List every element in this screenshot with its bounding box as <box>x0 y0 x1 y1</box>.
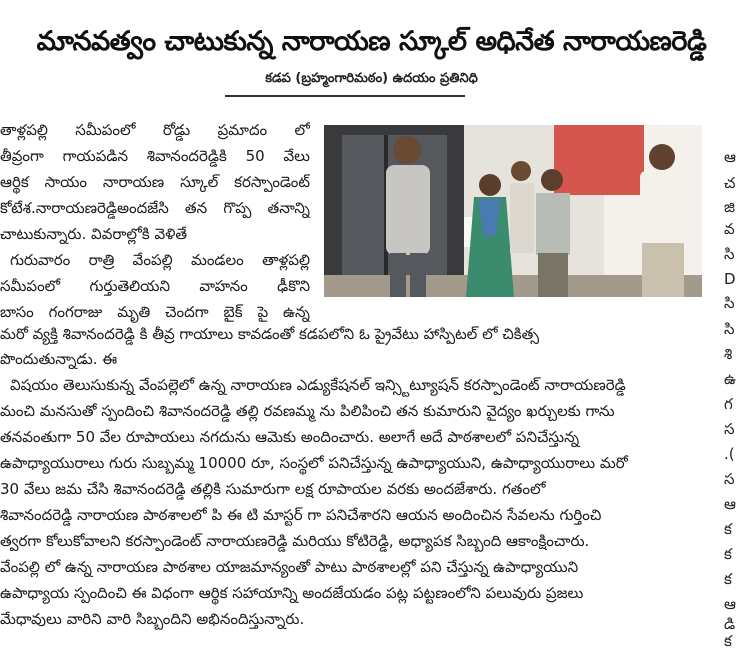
article-line: 30 వేలు జమ చేసి శివానందరెడ్డి తల్లికి సుమారుగా లక్ష రూపాయల వరకు అందజేశారు. గతంలో <box>0 480 546 498</box>
article-line: విషయం తెలుసుకున్న వేంపల్లెలో ఉన్న నారాయణ ఎడ్యుకేషనల్ ఇన్స్టిట్యూషన్ కరస్పాండెంట్ నారాయణరెడ్డి <box>10 376 626 394</box>
adjacent-column-fragment: చ <box>724 174 736 192</box>
article-line: శివానందరెడ్డి నారాయణ పాఠశాలలో పి ఈ టి మాస్టర్ గా పనిచేశారని ఆయన అందించిన సేవలను గుర్తించి <box>0 506 602 524</box>
news-photo <box>324 125 702 297</box>
adjacent-column-fragment: ఆ <box>724 495 736 513</box>
adjacent-column-fragment: ఉ <box>724 370 736 388</box>
dateline: కడప (బ్రహ్మంగారిమఠం) ఉదయం ప్రతినిధి <box>265 71 478 86</box>
article-line: బాసం గంగరాజు మృతి చెందగా బైక్ పై ఉన్న <box>0 303 310 321</box>
adjacent-column-fragment: క <box>724 632 732 650</box>
article-line: మంచి మనసుతో స్పందించి శివానందరెడ్డి తల్లి రవణమ్మ ను పిలిపించి తన కుమారుని వైద్యం ఖర్చులకు గాను <box>0 402 615 420</box>
article-line: ఉపాధ్యాయ స్పందించి ఈ విధంగా ఆర్థిక సహాయాన్ని అందజేయడం పట్ల పట్టణంలోని పలువురు ప్రజలు <box>0 584 584 602</box>
adjacent-column-fragment: వ <box>724 220 735 238</box>
adjacent-column-fragment: .( <box>724 445 735 463</box>
adjacent-column-fragment: D <box>724 270 736 288</box>
headline: మానవత్వం చాటుకున్న నారాయణ స్కూల్ అధినేత నారాయణరెడ్డి <box>36 26 707 57</box>
article-line: తాళ్లపల్లి సమీపంలో రోడ్డు ప్రమాదం లో <box>0 121 310 139</box>
adjacent-column-fragment: ఆ <box>724 148 736 166</box>
dateline-underline <box>225 95 465 97</box>
adjacent-column-fragment: సి <box>724 294 735 312</box>
adjacent-column-fragment: క <box>724 570 732 588</box>
article-line: మరో వ్యక్తి శివానందరెడ్డి కి తీవ్ర గాయాలు కావడంతో కడపలోని ఓ ప్రైవేటు హాస్పిటల్ లో చికిత్స <box>0 325 540 343</box>
adjacent-column-fragment: స <box>724 470 735 488</box>
article-line: వేంపల్లి లో ఉన్న నారాయణ పాఠశాల యాజమాన్యంతో పాటు పాఠశాలల్లో పని చేస్తున్న ఉపాధ్యాయుని <box>0 558 579 576</box>
article-line: ఉపాధ్యాయురాలు గురు సుబ్బమ్మ 10000 రూ, సంస్థలో పనిచేస్తున్న ఉపాధ్యాయుని, ఉపాధ్యాయురాలు మరో <box>0 454 628 472</box>
adjacent-column-fragment: ఆ <box>724 595 736 613</box>
adjacent-column-fragment: గ <box>724 395 733 413</box>
article-line: తనవంతుగా 50 వేల రూపాయలు నగదును ఆమెకు అందించారు. అలాగే అదే పాఠశాలలో పనిచేస్తున్న <box>0 428 580 446</box>
article-line: త్వరగా కోలుకోవాలని కరస్పాండెంట్ నారాయణరెడ్డి మరియు కోటిరెడ్డి, అధ్యాపక సిబ్బంది ఆకాంక్షించారు. <box>0 532 590 550</box>
article-line: గురువారం రాత్రి వేంపల్లి మండలం తాళ్లపల్లి <box>10 251 310 269</box>
adjacent-column-fragment: సి <box>724 320 735 338</box>
article-line: ఆర్థిక సాయం నారాయణ స్కూల్ కరస్పాండెంట్ <box>0 173 310 191</box>
adjacent-column-fragment: సి <box>724 245 735 263</box>
adjacent-column-fragment: డి <box>724 615 736 633</box>
article-line: సమీపంలో గుర్తుతెలియని వాహనం ఢీకొని <box>0 277 310 295</box>
adjacent-column-fragment: క <box>724 520 732 538</box>
adjacent-column-fragment: జి <box>724 198 735 216</box>
adjacent-column-fragment: స <box>724 420 735 438</box>
article-line: మేధావులు వారిని వారి సిబ్బందిని అభినందిస్తున్నారు. <box>0 610 305 628</box>
article-line: చాటుకున్నారు. వివరాల్లోకి వెళితే <box>0 225 187 243</box>
article-line: తీవ్రంగా గాయపడిన శివానందరెడ్డికి 50 వేలు <box>0 147 310 165</box>
adjacent-column-fragment: శి <box>724 345 733 363</box>
adjacent-column-fragment: క <box>724 545 732 563</box>
article-line: కోటేశ.నారాయణరెడ్డిఅందజేసి తన గొప్ప తనాన్ని <box>0 199 310 217</box>
article-line: పొందుతున్నాడు. ఈ <box>0 350 118 368</box>
